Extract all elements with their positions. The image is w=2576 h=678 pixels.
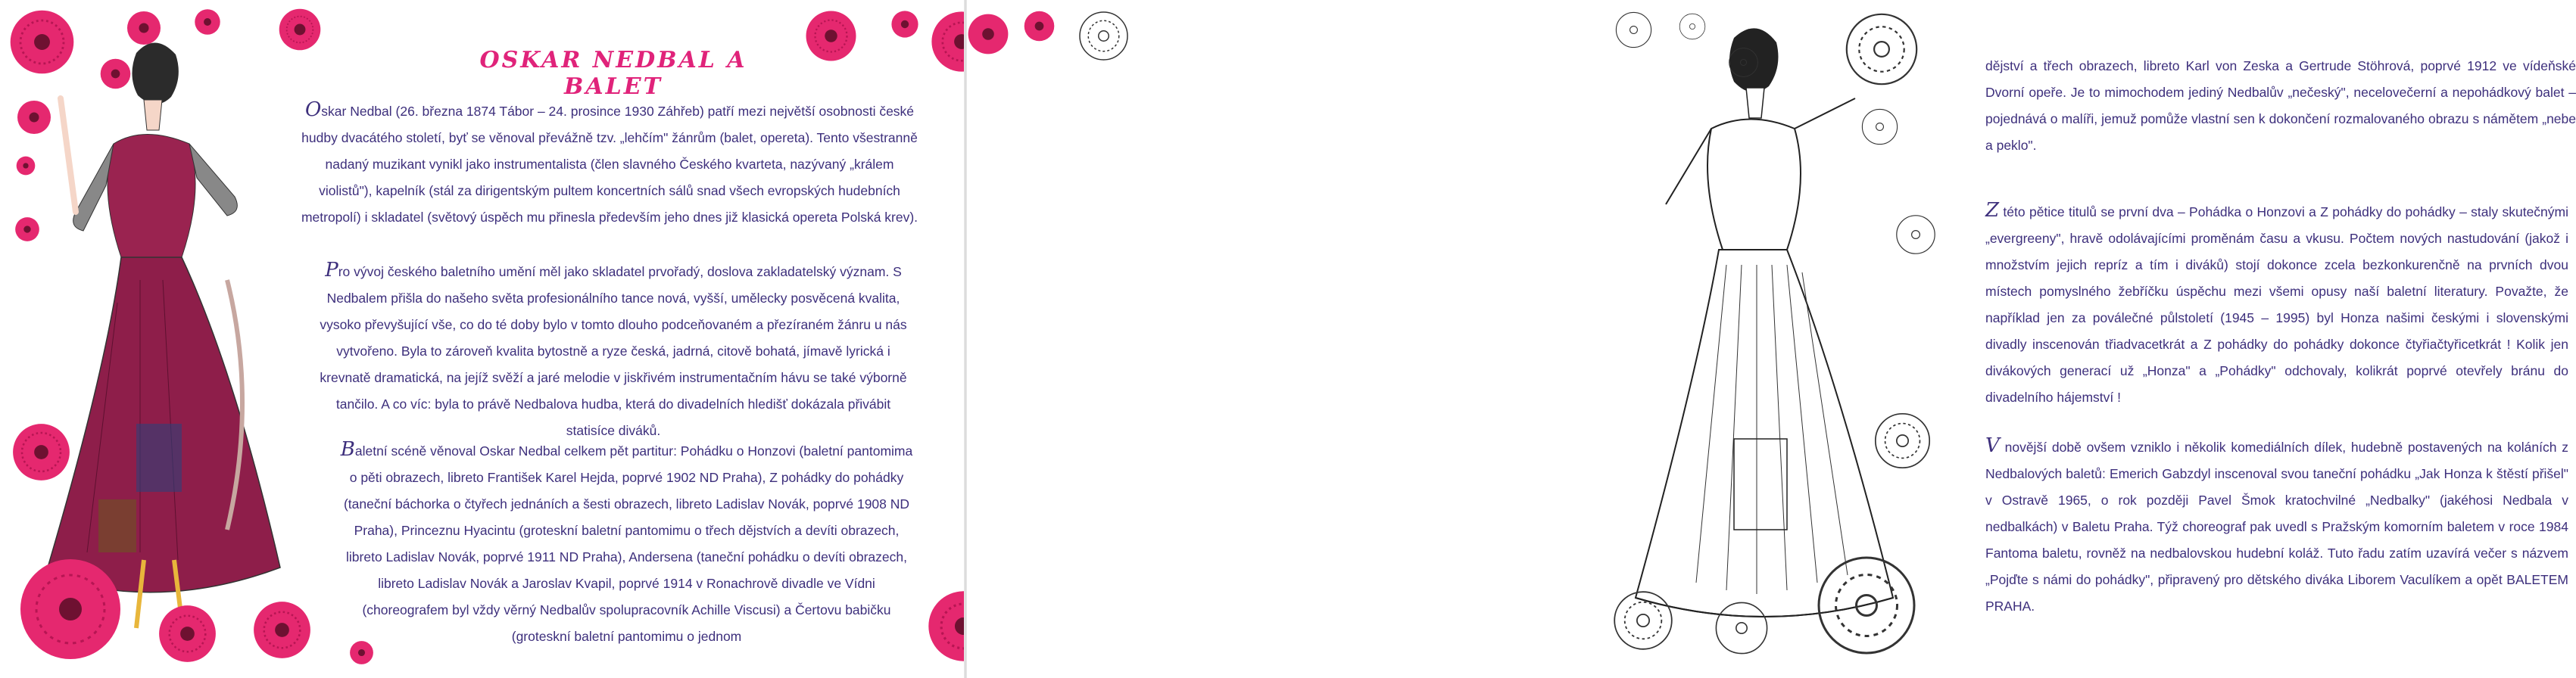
flower-icon xyxy=(155,602,220,666)
flower-icon xyxy=(15,155,36,176)
flower-outline-icon xyxy=(1609,586,1677,655)
drop-cap: V xyxy=(1985,434,2000,457)
paragraph-text: novější době ovšem vzniklo i několik komediálních dílek, hudebně postavených na koláních z Nedbalových baletů: Emerich Gabzdyl inscenoval svou taneční pohádku „Jak Honza k štěstí přišel" v Ostravě 1965, o rok později Pavel Šmok kratochvilné „Nedbalky" (jakéhosi Nedbala v nedbalkách) v Baletu Praha. Týž choreograf pak uvedl s Pražským komorním baletem v roce 1984 Fantoma baletu, rovněž na nedbalovskou hudební koláž. Tuto řadu zatím uzavírá večer s názvem „Pojďte s námi do pohádky", připravený pro dětského diváka Liborem Vaculíkem a opět BALETEM PRAHA. xyxy=(1985,440,2568,614)
paragraph-4 xyxy=(1985,53,2576,159)
drop-cap: B xyxy=(340,438,355,461)
flower-outline-icon xyxy=(1726,45,1760,79)
flower-outline-icon xyxy=(1677,11,1707,42)
flower-icon xyxy=(9,420,73,484)
flower-icon xyxy=(890,9,920,39)
page-title: OSKAR NEDBAL A BALET xyxy=(479,47,747,100)
flower-icon xyxy=(14,552,127,666)
paragraph-text: dějství a třech obrazech, libreto Karl von Zeska a Gertrude Stöhrová, poprvé 1912 ve vídeňské Dvorní opeře. Je to mimochodem jediný Nedbalův „nečeský", necelovečerní a nepohádkový balet – pojednává o malíři, jemuž pomůže vlastní sen k dokončení rozmalovaného obrazu s námětem „nebe a peklo". xyxy=(1985,58,2576,153)
flower-outline-icon xyxy=(1870,409,1935,473)
flower-outline-icon xyxy=(1840,8,1923,91)
flower-icon xyxy=(98,57,133,91)
drop-cap: P xyxy=(325,259,338,281)
flower-outline-icon xyxy=(1075,8,1132,64)
flower-outline-icon xyxy=(1859,106,1901,148)
paragraph-text: této pětice titulů se první dva – Pohádka o Honzovi a Z pohádky do pohádky – staly skutečnými „evergreeny", hravě odolávajícími proměnám času a vkusu. Počtem nových nastudování (jakož i množstvím jejich repríz a tím i diváků) stojí dokonce zcela bezkonkurenčně na prvních dvou místech pomyslného žebříčku úspěchu mezi všemi opusy naší baletní literatury. Považte, že například jen za poválečné půlstoletí (1945 – 1995) byl Honza našimi českými i slovenskými divadly inscenován třiadvacetkrát a Z pohádky do pohádky dokonce čtyřiačtyřicetkrát ! Kolik jen divákových generací už „Honza" a „Pohádky" odchovaly, kolikrát poprvé otevřely bránu do divadelního hájemství ! xyxy=(1985,204,2568,405)
paragraph-text: aletní scéně věnoval Oskar Nedbal celkem pět partitur: Pohádku o Honzovi (baletní pantomima o pěti obrazech, libreto František Karel Hejda, poprvé 1902 ND Praha), Z pohádky do pohádky (taneční báchorka o čtyřech jednáních a šesti obrazech, libreto Ladislav Novák, poprvé 1908 ND Praha), Princeznu Hyacintu (groteskní baletní pantomimu o třech dějstvích a devíti obrazech, libreto Ladislav Novák, poprvé 1911 ND Praha), Andersena (taneční pohádku o devíti obrazech, libreto Ladislav Novák a Jaroslav Kvapil, poprvé 1914 v Ronachrově divadle ve Vídni (choreografem byl vždy věrný Nedbalův spolupracovník Achille Viscusi) a Čertovu babičku (groteskní baletní pantomimu o jednom xyxy=(343,443,913,644)
flower-icon xyxy=(14,216,41,243)
paragraph-2 xyxy=(310,259,916,444)
drop-cap: O xyxy=(304,98,322,121)
flower-icon xyxy=(276,6,323,53)
drop-cap: Z xyxy=(1985,199,2000,222)
flower-icon xyxy=(250,598,314,662)
right-page xyxy=(965,0,2576,678)
paragraph-text: ro vývoj českého baletního umění měl jako skladatel prvořadý, doslova zakladatelský význam. S Nedbalem přišla do našeho světa profesionálního tance nová, vyšší, umělecky posvěcená kvalita, vysoko převyšující vše, co do té doby bylo v tomto dlouho podceňovaném a přezíraném žánru u nás vytvořeno. Byla to zároveň kvalita bytostně a ryze česká, jadrná, citově bohatá, jímavě lyrická i krevnatě dramatická, na jejíž svěží a jaré melodie v jiskřivém instrumentačním hávu se také výborně tančilo. A co víc: byla to právě Nedbalova hudba, která do divadelních hledišť dokázala přivábit statisíce diváků. xyxy=(320,264,907,438)
paragraph-6 xyxy=(1985,434,2568,620)
page-fold xyxy=(964,0,967,678)
flower-outline-icon xyxy=(1711,598,1772,658)
flower-icon xyxy=(125,9,163,47)
paragraph-3 xyxy=(337,438,916,650)
flower-icon xyxy=(15,98,53,136)
paragraph-5 xyxy=(1985,199,2568,411)
flower-icon xyxy=(348,639,375,666)
flower-icon xyxy=(965,11,1011,57)
flower-outline-icon xyxy=(1613,9,1654,51)
left-page xyxy=(0,0,965,678)
flower-icon xyxy=(1022,9,1056,43)
flower-outline-icon xyxy=(1893,212,1938,257)
flower-icon xyxy=(803,8,859,64)
flower-icon xyxy=(6,6,78,78)
paragraph-1 xyxy=(299,98,920,231)
paragraph-text: skar Nedbal (26. března 1874 Tábor – 24. prosince 1930 Záhřeb) patří mezi největší osobnosti české hudby dvacátého století, byť se věnoval převážně tzv. „lehčím" žánrům (balet, opereta). Tento všestranně nadaný muzikant vynikl jako instrumentalista (člen slavného Českého kvarteta, nazývaný „králem violistů"), kapelník (stál za dirigentským pultem koncertních sálů snad všech evropských hudebních metropolí) i skladatel (světový úspěch mu přinesla především jeho dnes již klasická opereta Polská krev). xyxy=(301,104,918,225)
flower-icon xyxy=(193,8,222,36)
flower-outline-icon xyxy=(1810,549,1923,662)
